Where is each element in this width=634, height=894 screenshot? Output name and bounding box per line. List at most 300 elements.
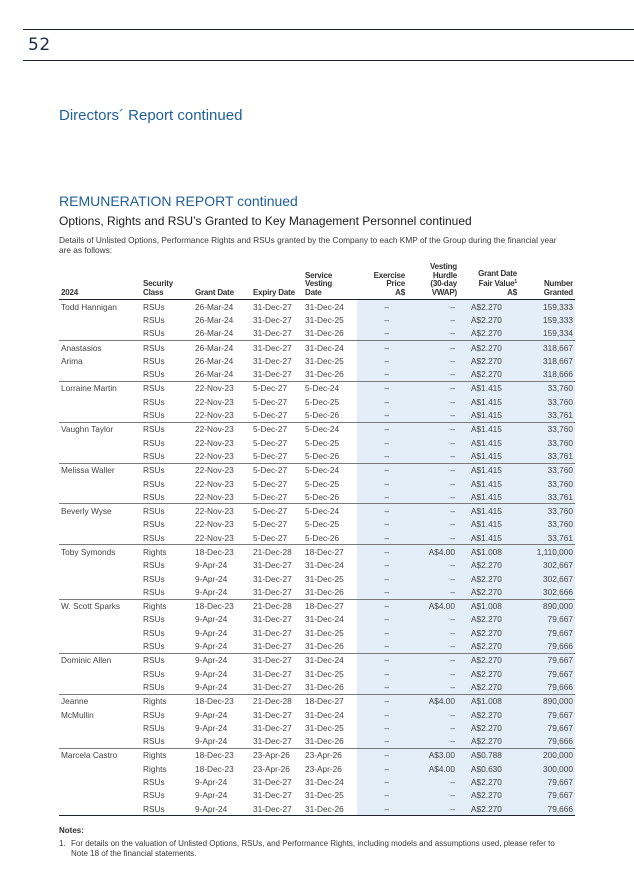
fair-value: A$2.270 [459,613,519,626]
exercise-price: – [357,585,407,599]
vesting-hurdle: A$4.00 [407,694,459,708]
exercise-price: – [357,775,407,788]
grant-date: 22-Nov-23 [195,478,234,489]
security-class: RSUs [143,478,165,489]
expiry-date: 31-Dec-27 [251,802,303,816]
vesting-hurdle: – [407,327,459,341]
service-vesting-date: 31-Dec-25 [305,722,344,733]
expiry-date: 31-Dec-27 [253,614,292,625]
grant-date: 22-Nov-23 [193,463,251,477]
fair-value: A$1.415 [459,422,519,436]
security-class: RSUs [143,681,165,692]
number-granted: 79,666 [519,802,575,816]
service-vesting-date: 31-Dec-24 [305,777,344,788]
fair-value: A$2.270 [459,327,519,341]
expiry-date: 31-Dec-27 [253,668,292,679]
exercise-price: – [357,422,407,436]
grant-date: 26-Mar-24 [195,314,234,325]
vesting-hurdle: – [407,422,459,436]
number-granted: 33,760 [519,504,575,518]
note-number: 1. [59,839,66,848]
number-granted: 79,666 [519,680,575,694]
vesting-hurdle: – [407,626,459,639]
col-header-fair-value [459,263,519,300]
security-class: RSUs [143,519,165,530]
service-vesting-date: 31-Dec-25 [305,573,344,584]
number-granted: 79,667 [519,667,575,680]
table-body [59,300,575,816]
table-row [59,694,575,708]
kmp-name [59,559,141,572]
table-row [59,735,575,749]
number-granted: 318,667 [519,340,575,354]
vesting-hurdle: – [407,449,459,463]
number-granted: 79,666 [519,639,575,653]
fair-value: A$2.270 [459,340,519,354]
table-row [59,313,575,326]
exercise-price: – [357,504,407,518]
exercise-price: – [357,599,407,613]
security-class: RSUs [141,463,193,477]
kmp-name: Jeanne [59,694,141,708]
grant-date: 22-Nov-23 [193,381,251,395]
vesting-hurdle: – [407,789,459,802]
grant-date: 9-Apr-24 [193,653,251,667]
vesting-hurdle: – [407,518,459,531]
fair-value: A$2.270 [459,721,519,734]
grant-date: 9-Apr-24 [195,641,228,652]
fair-value: A$1.415 [459,408,519,422]
number-granted: 79,667 [519,613,575,626]
page-header [23,29,634,61]
vesting-hurdle: – [407,300,459,314]
vesting-hurdle: – [407,395,459,408]
number-granted: 79,667 [519,626,575,639]
fair-value: A$0.630 [459,762,519,775]
expiry-date: 31-Dec-27 [251,340,303,354]
table-row [59,613,575,626]
grant-date: 9-Apr-24 [195,709,228,720]
table-row [59,545,575,559]
vesting-hurdle: – [407,340,459,354]
service-vesting-date: 5-Dec-25 [305,396,340,407]
kmp-name: Dominic Allen [59,653,141,667]
table-row [59,708,575,721]
exercise-price: – [357,639,407,653]
expiry-date: 31-Dec-27 [253,627,292,638]
header-text: Fair Value [478,279,515,288]
vesting-hurdle: – [407,708,459,721]
grant-date: 9-Apr-24 [195,586,228,597]
kmp-name [59,395,141,408]
grant-date: 9-Apr-24 [195,627,228,638]
expiry-date: 5-Dec-27 [253,519,288,530]
grant-date: 9-Apr-24 [195,681,228,692]
exercise-price: – [357,327,407,341]
security-class: RSUs [143,328,165,339]
exercise-price: – [357,762,407,775]
grant-date: 9-Apr-24 [195,560,228,571]
grant-date: 18-Dec-23 [193,748,251,762]
security-class: RSUs [143,491,165,502]
vesting-hurdle: – [407,477,459,490]
grant-date: 18-Dec-23 [193,694,251,708]
table-header-row [59,263,575,300]
fair-value: A$2.270 [459,775,519,788]
table-row [59,422,575,436]
note-text: For details on the valuation of Unlisted Options, RSUs, and Performance Rights, including models and assumptions used, please refer to Note 18 of the financial statements. [71,839,555,858]
grant-date: 22-Nov-23 [195,410,234,421]
number-granted: 302,667 [519,572,575,585]
service-vesting-date: 18-Dec-27 [303,545,357,559]
kmp-name [59,313,141,326]
security-class: RSUs [143,641,165,652]
grant-date: 18-Dec-23 [193,545,251,559]
fair-value: A$2.270 [459,789,519,802]
service-vesting-date: 31-Dec-25 [305,668,344,679]
fair-value: A$1.008 [459,545,519,559]
expiry-date: 31-Dec-27 [253,328,292,339]
number-granted: 79,667 [519,789,575,802]
security-class: RSUs [143,450,165,461]
grant-date: 22-Nov-23 [195,491,234,502]
header-text: Class [143,287,164,297]
expiry-date: 5-Dec-27 [251,381,303,395]
fair-value: A$1.415 [459,490,519,504]
security-class: RSUs [143,437,165,448]
service-vesting-date: 31-Dec-25 [305,790,344,801]
expiry-date: 5-Dec-27 [253,532,288,543]
expiry-date: 31-Dec-27 [253,790,292,801]
header-text: Grant Date [195,287,234,297]
note-item [59,839,569,859]
security-class: RSUs [143,777,165,788]
number-granted: 890,000 [519,599,575,613]
fair-value: A$1.415 [459,531,519,545]
vesting-hurdle: A$4.00 [407,545,459,559]
vesting-hurdle: – [407,490,459,504]
expiry-date: 31-Dec-27 [253,573,292,584]
kmp-name [59,436,141,449]
vesting-hurdle: – [407,613,459,626]
header-text: Number [543,279,573,288]
number-granted: 33,760 [519,518,575,531]
table-row [59,449,575,463]
service-vesting-date: 31-Dec-26 [305,736,344,747]
expiry-date: 31-Dec-27 [253,722,292,733]
exercise-price: – [357,545,407,559]
expiry-date: 31-Dec-27 [253,777,292,788]
expiry-date: 31-Dec-27 [253,314,292,325]
expiry-date: 31-Dec-27 [253,641,292,652]
kmp-name [59,490,141,504]
service-vesting-date: 31-Dec-24 [305,560,344,571]
fair-value: A$2.270 [459,354,519,367]
expiry-date: 5-Dec-27 [251,463,303,477]
number-granted: 33,760 [519,395,575,408]
exercise-price: – [357,667,407,680]
grant-date: 22-Nov-23 [193,422,251,436]
table-row [59,504,575,518]
expiry-date: 5-Dec-27 [253,396,288,407]
vesting-hurdle: – [407,504,459,518]
exercise-price: – [357,653,407,667]
header-text: Hurdle [432,270,457,280]
expiry-date: 31-Dec-27 [253,560,292,571]
number-granted: 159,333 [519,300,575,314]
expiry-date: 5-Dec-27 [253,437,288,448]
remuneration-report-title: REMUNERATION REPORT continued [59,193,298,209]
service-vesting-date: 31-Dec-24 [303,653,357,667]
vesting-hurdle: – [407,531,459,545]
kmp-name [59,789,141,802]
notes-title: Notes: [59,826,84,835]
security-class: RSUs [143,369,165,380]
table-row [59,639,575,653]
grant-date: 22-Nov-23 [195,519,234,530]
number-granted: 79,667 [519,721,575,734]
exercise-price: – [357,721,407,734]
grant-date: 9-Apr-24 [195,736,228,747]
table-row [59,599,575,613]
col-header-security-class [141,263,193,300]
kmp-name [59,449,141,463]
kmp-name [59,408,141,422]
fair-value: A$2.270 [459,639,519,653]
col-header-vesting-hurdle [407,263,459,300]
kmp-name: Todd Hannigan [61,301,117,312]
col-header-number-granted [519,263,575,300]
kmp-name [59,775,141,788]
exercise-price: – [357,340,407,354]
table-row [59,559,575,572]
number-granted: 890,000 [519,694,575,708]
fair-value: A$1.415 [459,395,519,408]
expiry-date: 5-Dec-27 [251,422,303,436]
exercise-price: – [357,802,407,816]
fair-value: A$2.270 [459,653,519,667]
expiry-date: 5-Dec-27 [251,504,303,518]
service-vesting-date: 18-Dec-27 [303,694,357,708]
exercise-price: – [357,395,407,408]
number-granted: 79,667 [519,708,575,721]
grant-date: 9-Apr-24 [195,668,228,679]
exercise-price: – [357,680,407,694]
security-class: RSUs [143,614,165,625]
col-header-grant-date [193,263,251,300]
exercise-price: – [357,626,407,639]
service-vesting-date: 5-Dec-24 [303,463,357,477]
expiry-date: 21-Dec-28 [251,599,303,613]
exercise-price: – [357,436,407,449]
fair-value: A$2.270 [459,667,519,680]
table-row [59,490,575,504]
expiry-date: 5-Dec-27 [253,491,288,502]
security-class: RSUs [141,422,193,436]
header-text: Service [305,270,333,280]
grant-date: 26-Mar-24 [195,369,234,380]
kmp-name [59,477,141,490]
expiry-date: 31-Dec-27 [253,736,292,747]
table-row [59,354,575,367]
kmp-name: Marcela Castro [59,748,141,762]
number-granted: 33,760 [519,381,575,395]
kmp-name: Beverly Wyse [59,504,141,518]
expiry-date: 5-Dec-27 [253,478,288,489]
service-vesting-date: 5-Dec-25 [305,519,340,530]
service-vesting-date: 5-Dec-25 [305,437,340,448]
number-granted: 302,666 [519,585,575,599]
kmp-name [59,802,141,816]
kmp-name [59,367,141,381]
vesting-hurdle: – [407,313,459,326]
fair-value: A$2.270 [459,708,519,721]
number-granted: 33,761 [519,490,575,504]
vesting-hurdle: – [407,735,459,749]
service-vesting-date: 31-Dec-24 [305,614,344,625]
vesting-hurdle: A$4.00 [407,599,459,613]
vesting-hurdle: – [407,775,459,788]
vesting-hurdle: – [407,721,459,734]
col-header-expiry-date [251,263,303,300]
fair-value: A$2.270 [459,585,519,599]
fair-value: A$2.270 [459,735,519,749]
header-text: Grant Date [478,268,517,278]
security-class: RSUs [141,340,193,354]
grant-date: 26-Mar-24 [195,301,234,312]
fair-value: A$1.415 [459,477,519,490]
number-granted: 33,761 [519,408,575,422]
fair-value: A$2.270 [459,367,519,381]
security-class: RSUs [141,802,193,816]
grant-date: 18-Dec-23 [193,599,251,613]
exercise-price: – [357,694,407,708]
kmp-name [59,572,141,585]
exercise-price: – [357,449,407,463]
security-class: RSUs [143,355,165,366]
service-vesting-date: 5-Dec-24 [303,381,357,395]
number-granted: 300,000 [519,762,575,775]
vesting-hurdle: – [407,367,459,381]
table-row [59,408,575,422]
number-granted: 159,333 [519,313,575,326]
exercise-price: – [357,463,407,477]
table-row [59,789,575,802]
expiry-date: 31-Dec-27 [253,301,292,312]
fair-value: A$2.270 [459,626,519,639]
grant-date: 9-Apr-24 [193,802,251,816]
table-row [59,395,575,408]
vesting-hurdle: – [407,381,459,395]
service-vesting-date: 31-Dec-24 [305,709,344,720]
exercise-price: – [357,789,407,802]
vesting-hurdle: A$4.00 [407,762,459,775]
grant-date: 26-Mar-24 [195,328,234,339]
security-class: RSUs [143,722,165,733]
number-granted: 79,667 [519,775,575,788]
service-vesting-date: 5-Dec-25 [305,478,340,489]
vesting-hurdle: – [407,680,459,694]
page-number: 52 [28,35,51,55]
service-vesting-date: 31-Dec-26 [305,369,344,380]
kmp-name [59,639,141,653]
kmp-name: Toby Symonds [59,545,141,559]
expiry-date: 31-Dec-27 [253,709,292,720]
fair-value: A$0.788 [459,748,519,762]
fair-value: A$2.270 [459,572,519,585]
table-subtitle: Options, Rights and RSU’s Granted to Key Management Personnel continued [59,214,472,228]
number-granted: 33,761 [519,449,575,463]
kmp-name [59,721,141,734]
table-row [59,680,575,694]
kmp-name [59,518,141,531]
security-class: RSUs [141,381,193,395]
vesting-hurdle: – [407,354,459,367]
kmp-name [59,667,141,680]
header-text: Price [386,279,405,288]
expiry-date: 31-Dec-27 [253,369,292,380]
security-class: RSUs [143,586,165,597]
expiry-date: 5-Dec-27 [253,410,288,421]
kmp-name: Arima [61,355,83,366]
exercise-price: – [357,748,407,762]
vesting-hurdle: – [407,463,459,477]
kmp-name: Anastasios [59,340,141,354]
table-row [59,340,575,354]
vesting-hurdle: – [407,559,459,572]
kmp-name [59,735,141,749]
fair-value: A$1.415 [459,504,519,518]
service-vesting-date: 5-Dec-24 [303,422,357,436]
vesting-hurdle: – [407,802,459,816]
service-vesting-date: 31-Dec-25 [305,627,344,638]
security-class: RSUs [143,532,165,543]
table-row [59,762,575,775]
exercise-price: – [357,300,407,314]
table-row [59,585,575,599]
fair-value: A$1.415 [459,381,519,395]
number-granted: 79,666 [519,735,575,749]
security-class: RSUs [143,709,165,720]
grant-date: 22-Nov-23 [195,450,234,461]
kmp-name [59,613,141,626]
grant-date: 18-Dec-23 [195,763,234,774]
security-class: RSUs [141,653,193,667]
header-text: Date [305,287,322,297]
grant-date: 9-Apr-24 [195,573,228,584]
header-text: 2024 [61,287,78,297]
grant-date: 9-Apr-24 [195,790,228,801]
grant-date: 22-Nov-23 [195,437,234,448]
number-granted: 33,760 [519,463,575,477]
kmp-name: Vaughn Taylor [59,422,141,436]
vesting-hurdle: – [407,667,459,680]
header-text: A$ [395,287,405,297]
fair-value: A$1.008 [459,694,519,708]
fair-value: A$2.270 [459,802,519,816]
kmp-name: Lorraine Martin [59,381,141,395]
security-class: RSUs [143,410,165,421]
number-granted: 159,334 [519,327,575,341]
header-text: Vesting [429,262,457,271]
exercise-price: – [357,313,407,326]
fair-value: A$2.270 [459,300,519,314]
security-class: RSUs [143,560,165,571]
exercise-price: – [357,531,407,545]
header-text: Security [143,279,173,288]
number-granted: 33,760 [519,477,575,490]
grant-date: 9-Apr-24 [195,722,228,733]
